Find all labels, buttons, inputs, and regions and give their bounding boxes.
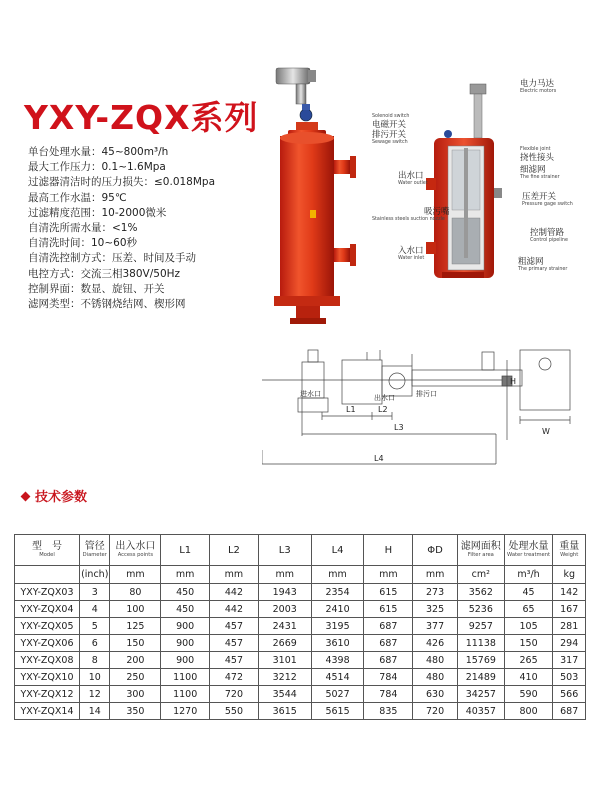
table-cell: 480 <box>413 669 458 686</box>
table-cell: 294 <box>553 635 586 652</box>
table-cell: 615 <box>364 584 413 601</box>
table-cell: 457 <box>210 618 259 635</box>
table-cell: 273 <box>413 584 458 601</box>
drawing-l3-label: L3 <box>394 423 404 432</box>
table-cell: 835 <box>364 703 413 720</box>
table-row <box>15 635 586 652</box>
table-cell: 900 <box>161 618 210 635</box>
drawing-inlet-label: 进水口 <box>300 390 321 398</box>
header-l3: L3 <box>258 535 311 566</box>
table-cell: 5236 <box>457 601 504 618</box>
table-row <box>15 669 586 686</box>
table-cell: YXY-ZQX08 <box>15 652 80 669</box>
label-water-inlet: 入水口 Water inlet <box>398 246 425 261</box>
table-cell: YXY-ZQX05 <box>15 618 80 635</box>
header-l4: L4 <box>311 535 364 566</box>
table-cell: 784 <box>364 686 413 703</box>
label-control-pipeline: 控制管路 Control pipeline <box>530 228 568 243</box>
table-cell: 200 <box>110 652 161 669</box>
table-row <box>15 584 586 601</box>
label-pressure-gage-switch: 压差开关 Pressure gage switch <box>522 192 573 207</box>
table-cell: 5615 <box>311 703 364 720</box>
table-cell: 3101 <box>258 652 311 669</box>
table-row <box>15 703 586 720</box>
spec-item: 最高工作水温：95℃ <box>28 191 127 204</box>
table-cell: 15769 <box>457 652 504 669</box>
table-cell: 630 <box>413 686 458 703</box>
table-cell: 3 <box>80 584 110 601</box>
table-cell: 1100 <box>161 669 210 686</box>
table-cell: 720 <box>413 703 458 720</box>
spec-item: 滤网类型：不锈钢烧结网、楔形网 <box>28 298 186 311</box>
table-cell: 1943 <box>258 584 311 601</box>
table-cell: 1100 <box>161 686 210 703</box>
table-cell: YXY-ZQX04 <box>15 601 80 618</box>
drawing-outlet-label: 出水口 <box>374 394 395 402</box>
table-cell: 5 <box>80 618 110 635</box>
page-title: YXY-ZQX系列 <box>24 98 259 137</box>
table-cell: 250 <box>110 669 161 686</box>
table-cell: 687 <box>364 652 413 669</box>
table-cell: 2669 <box>258 635 311 652</box>
filter-cutaway-illustration <box>370 78 540 278</box>
diamond-bullet-icon <box>21 492 31 502</box>
table-cell: 3615 <box>258 703 311 720</box>
table-cell: 457 <box>210 635 259 652</box>
table-cell: 8 <box>80 652 110 669</box>
table-cell: 317 <box>553 652 586 669</box>
dimension-drawing <box>262 340 588 470</box>
table-cell: 450 <box>161 601 210 618</box>
table-cell: 167 <box>553 601 586 618</box>
spec-item: 单台处理水量：45~800m³/h <box>28 146 169 158</box>
table-cell: 800 <box>504 703 553 720</box>
table-cell: 410 <box>504 669 553 686</box>
table-cell: 65 <box>504 601 553 618</box>
table-cell: YXY-ZQX03 <box>15 584 80 601</box>
spec-item: 过滤精度范围：10-2000微米 <box>28 206 167 219</box>
table-cell: 105 <box>504 618 553 635</box>
table-cell: 900 <box>161 652 210 669</box>
table-cell: 150 <box>110 635 161 652</box>
table-cell: 150 <box>504 635 553 652</box>
table-cell: 4 <box>80 601 110 618</box>
table-cell: 34257 <box>457 686 504 703</box>
table-cell: YXY-ZQX06 <box>15 635 80 652</box>
table-cell: 426 <box>413 635 458 652</box>
table-cell: 687 <box>364 635 413 652</box>
table-cell: 100 <box>110 601 161 618</box>
table-cell: 590 <box>504 686 553 703</box>
header-model: 型 号 Model <box>15 535 80 566</box>
spec-item: 过滤器清洁时的压力损失：≤0.018Mpa <box>28 176 216 189</box>
section-title: 技术参数 <box>22 486 87 505</box>
table-cell: 3195 <box>311 618 364 635</box>
table-cell: 4514 <box>311 669 364 686</box>
label-flexible-joint: Flexible joint 挠性接头 <box>520 147 555 163</box>
drawing-drain-label: 排污口 <box>416 390 437 398</box>
table-cell: 442 <box>210 584 259 601</box>
spec-list <box>28 145 215 312</box>
table-cell: 2410 <box>311 601 364 618</box>
table-cell: 40357 <box>457 703 504 720</box>
table-row <box>15 652 586 669</box>
table-cell: 472 <box>210 669 259 686</box>
table-cell: 3610 <box>311 635 364 652</box>
spec-item: 自清洗时间：10~60秒 <box>28 237 138 250</box>
header-diameter: 管径 Diameter <box>80 535 110 566</box>
table-row <box>15 686 586 703</box>
label-fine-strainer: 细滤网 The fine strainer <box>520 165 560 180</box>
table-cell: 442 <box>210 601 259 618</box>
table-cell: 550 <box>210 703 259 720</box>
table-cell: 125 <box>110 618 161 635</box>
table-cell: 9257 <box>457 618 504 635</box>
table-cell: 2003 <box>258 601 311 618</box>
table-cell: 14 <box>80 703 110 720</box>
drawing-l1-label: L1 <box>346 405 356 414</box>
drawing-w-label: W <box>542 427 550 436</box>
table-units-row: (inch) mm mm mm mm mm mm mm cm² m³/h kg <box>15 566 586 584</box>
table-cell: 687 <box>553 703 586 720</box>
table-cell: 6 <box>80 635 110 652</box>
header-phi-d: ΦD <box>413 535 458 566</box>
table-cell: 900 <box>161 635 210 652</box>
drawing-l2-label: L2 <box>378 405 388 414</box>
spec-item: 最大工作压力：0.1~1.6Mpa <box>28 161 166 174</box>
table-cell: 480 <box>413 652 458 669</box>
header-weight: 重量 Weight <box>553 535 586 566</box>
table-cell: 720 <box>210 686 259 703</box>
table-cell: 80 <box>110 584 161 601</box>
drawing-h-label: H <box>510 377 517 386</box>
header-h: H <box>364 535 413 566</box>
table-cell: 21489 <box>457 669 504 686</box>
table-cell: 566 <box>553 686 586 703</box>
table-cell: 450 <box>161 584 210 601</box>
table-row <box>15 618 586 635</box>
spec-item: 自清洗控制方式：压差、时间及手动 <box>28 252 196 265</box>
header-water-treatment: 处理水量 Water treatment <box>504 535 553 566</box>
label-primary-strainer: 粗滤网 The primary strainer <box>518 257 568 272</box>
table-cell: 11138 <box>457 635 504 652</box>
filter-product-illustration <box>266 60 376 330</box>
table-cell: 377 <box>413 618 458 635</box>
parameters-table <box>14 534 586 720</box>
table-cell: 45 <box>504 584 553 601</box>
table-cell: 1270 <box>161 703 210 720</box>
table-cell: 265 <box>504 652 553 669</box>
table-cell: 325 <box>413 601 458 618</box>
table-cell: 12 <box>80 686 110 703</box>
table-cell: 2354 <box>311 584 364 601</box>
header-access-points: 出入水口 Access points <box>110 535 161 566</box>
table-cell: 142 <box>553 584 586 601</box>
table-cell: 503 <box>553 669 586 686</box>
label-solenoid-switch: Solenoid switch 电磁开关 <box>372 114 410 130</box>
table-cell: YXY-ZQX12 <box>15 686 80 703</box>
spec-item: 控制界面：数显、旋钮、开关 <box>28 282 165 295</box>
table-cell: 281 <box>553 618 586 635</box>
label-suction-nozzle: 吸污嘴 Stainless steels suction nozzle <box>372 207 450 222</box>
table-cell: YXY-ZQX14 <box>15 703 80 720</box>
table-cell: 3544 <box>258 686 311 703</box>
table-row <box>15 601 586 618</box>
header-l2: L2 <box>210 535 259 566</box>
table-cell: YXY-ZQX10 <box>15 669 80 686</box>
table-header-row <box>15 535 586 566</box>
header-l1: L1 <box>161 535 210 566</box>
spec-item: 电控方式：交流三相380V/50Hz <box>28 267 181 280</box>
table-cell: 10 <box>80 669 110 686</box>
table-cell: 3212 <box>258 669 311 686</box>
table-cell: 784 <box>364 669 413 686</box>
table-cell: 5027 <box>311 686 364 703</box>
table-cell: 300 <box>110 686 161 703</box>
table-cell: 687 <box>364 618 413 635</box>
spec-item: 自清洗所需水量：<1% <box>28 222 138 235</box>
table-cell: 457 <box>210 652 259 669</box>
table-body <box>15 584 586 720</box>
table-cell: 3562 <box>457 584 504 601</box>
header-filter-area: 滤网面积 Filter area <box>457 535 504 566</box>
drawing-l4-label: L4 <box>374 454 384 463</box>
label-water-outlet: 出水口 Water outlet <box>398 171 428 186</box>
table-cell: 615 <box>364 601 413 618</box>
table-cell: 2431 <box>258 618 311 635</box>
table-cell: 4398 <box>311 652 364 669</box>
label-sewage-switch: 排污开关 Sewage switch <box>372 130 408 145</box>
table-cell: 350 <box>110 703 161 720</box>
label-electric-motor: 电力马达 Electric motors <box>520 79 557 94</box>
